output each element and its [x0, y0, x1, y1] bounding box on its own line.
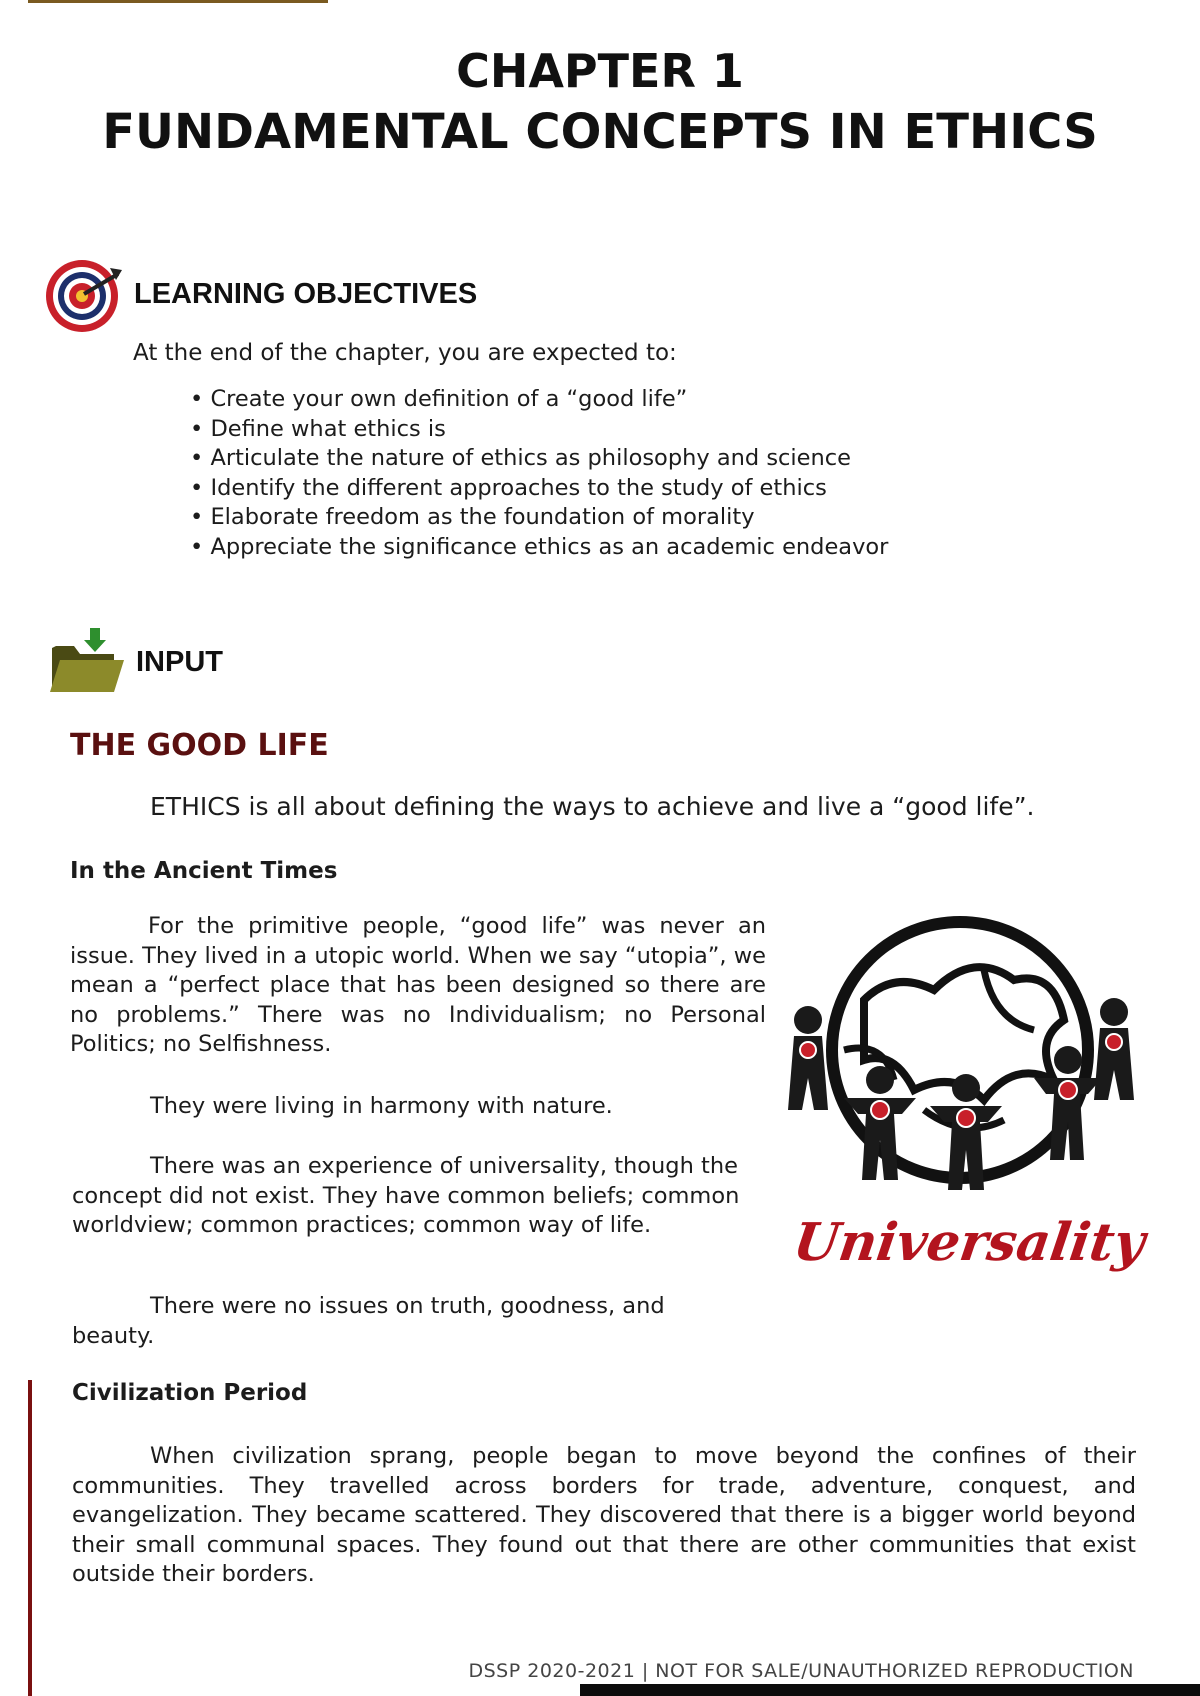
intro-text: ETHICS is all about defining the ways to achieve and live a “good life”.: [150, 792, 1035, 821]
target-icon: [44, 254, 124, 334]
chapter-title: FUNDAMENTAL CONCEPTS IN ETHICS: [102, 104, 1098, 160]
list-item: • Appreciate the significance ethics as an academic endeavor: [190, 533, 888, 563]
page-footer: DSSP 2020-2021 | NOT FOR SALE/UNAUTHORIZED REPRODUCTION: [468, 1660, 1134, 1682]
learning-objectives-heading: LEARNING OBJECTIVES: [134, 277, 478, 310]
paragraph: When civilization sprang, people began to move beyond the confines of their communities. They travelled across borders for trade, adventure, conquest, and evangelization. They became scattered. They discovered that there is a bigger world beyond their small communal spaces. They found out that there are other communities that exist outside their borders.: [72, 1443, 1136, 1587]
top-edge-line: [28, 0, 328, 3]
section-title: THE GOOD LIFE: [70, 728, 329, 763]
subheading-civilization-period: Civilization Period: [72, 1380, 308, 1406]
objectives-lead: At the end of the chapter, you are expected to:: [133, 340, 677, 366]
folder-download-icon: [48, 626, 126, 698]
list-item: • Define what ethics is: [190, 415, 888, 445]
list-item: • Create your own definition of a “good life”: [190, 385, 888, 415]
list-item: • Elaborate freedom as the foundation of morality: [190, 503, 888, 533]
objectives-list: [190, 385, 888, 562]
paragraph: They were living in harmony with nature.: [150, 1093, 613, 1119]
input-heading: INPUT: [136, 645, 223, 678]
universality-illustration: [784, 910, 1149, 1300]
chapter-number: CHAPTER 1: [456, 44, 744, 98]
subheading-ancient-times: In the Ancient Times: [70, 858, 338, 884]
bottom-edge-bar: [580, 1684, 1200, 1696]
illustration-caption: Universality: [789, 1212, 1149, 1273]
paragraph: There was an experience of universality, though the concept did not exist. They have common beliefs; common worldview; common practices; common way of life.: [72, 1153, 740, 1238]
learning-objectives-header: [44, 254, 477, 334]
globe-people-icon: [784, 910, 1136, 1210]
paragraph: There were no issues on truth, goodness, and beauty.: [72, 1293, 665, 1349]
input-header: [48, 626, 223, 698]
paragraph: For the primitive people, “good life” was never an issue. They lived in a utopic world. When we say “utopia”, we mean a “perfect place that has been designed so there are no problems.” There was no Individualism; no Personal Politics; no Selfishness.: [70, 913, 766, 1057]
list-item: • Articulate the nature of ethics as philosophy and science: [190, 444, 888, 474]
left-edge-line: [28, 1380, 32, 1696]
list-item: • Identify the different approaches to the study of ethics: [190, 474, 888, 504]
